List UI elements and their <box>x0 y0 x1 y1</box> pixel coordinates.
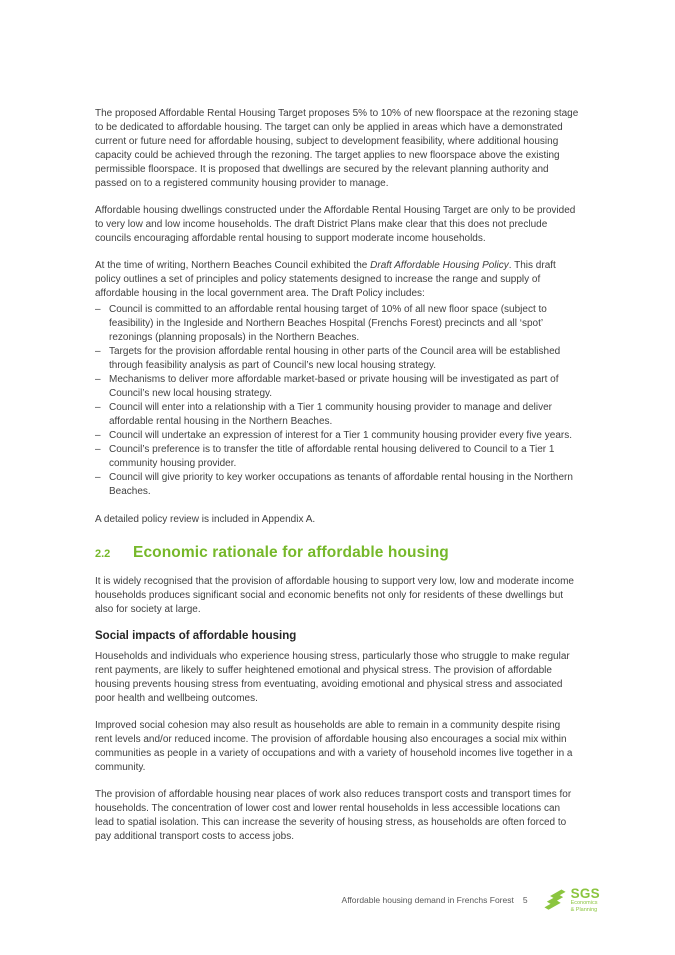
dash-bullet: – <box>95 374 101 385</box>
list-item-text: Council will give priority to key worker occupations as tenants of affordable rental housing in the Northern Beaches. <box>109 472 573 497</box>
paragraph-rental-housing-target: The proposed Affordable Rental Housing Target proposes 5% to 10% of new floorspace at the rezoning stage to be dedicated to affordable housing. The target can only be applied in areas which have a demonstrated current or future need for affordable housing, subject to development feasibility, where additional housing capacity could be achieved through the rezoning. The target applies to new floorspace above the existing permissible floorspace. It is proposed that dwellings are secured by the relevant planning authority and passed on to a registered community housing provider to manage. <box>95 108 579 189</box>
paragraph-economic-intro: It is widely recognised that the provision of affordable housing to support very low, low and moderate income households produces significant social and economic benefits not only for residents of these dwellings but also for society at large. <box>95 576 574 615</box>
footer-report-title: Affordable housing demand in Frenchs Forest <box>341 895 514 905</box>
paragraph-draft-policy <box>95 259 580 301</box>
page-content <box>95 107 580 857</box>
footer-page-number: 5 <box>522 895 528 905</box>
list-item <box>95 443 580 471</box>
list-item <box>95 303 580 345</box>
dash-bullet: – <box>95 402 101 413</box>
dash-bullet: – <box>95 472 101 483</box>
dash-bullet: – <box>95 304 101 315</box>
sgs-logo-tagline-line1: Economics <box>570 900 598 907</box>
policy-bullet-list <box>95 303 580 499</box>
dash-bullet: – <box>95 444 101 455</box>
list-item <box>95 429 580 443</box>
section-heading-2-2 <box>95 544 580 562</box>
subheading-social-impacts: Social impacts of affordable housing <box>95 630 297 642</box>
section-number: 2.2 <box>95 548 111 560</box>
list-item-text: Council’s preference is to transfer the title of affordable rental housing delivered to Council to a Tier 1 community housing provider. <box>109 444 555 469</box>
paragraph-appendix-note: A detailed policy review is included in Appendix A. <box>95 514 316 525</box>
list-item-text: Council will enter into a relationship with a Tier 1 community housing provider to manage and deliver affordable rental housing in the Northern Beaches. <box>109 402 553 427</box>
paragraph-draft-policy-after: . This draft policy outlines a set of principles and policy statements designed to increase the range and supply of affordable housing in the local government area. The Draft Policy includes: <box>95 260 556 299</box>
draft-policy-title-italic: Draft Affordable Housing Policy <box>370 260 509 271</box>
list-item-text: Council is committed to an affordable rental housing target of 10% of all new floor space (subject to feasibility) in the Ingleside and Northern Beaches Hospital (Frenchs Forest) precincts and all ‘spot’ rezonings (planning proposals) in the Northern Beaches. <box>109 304 547 343</box>
paragraph-social-cohesion: Improved social cohesion may also result as households are able to remain in a community despite rising rent levels and/or reduced income. The provision of affordable housing also encourages a social mix within communities as people in a variety of occupations and with a variety of household incomes live together in a community. <box>95 720 573 773</box>
sgs-logo <box>542 886 600 914</box>
list-item-text: Targets for the provision affordable rental housing in other parts of the Council area will be established through feasibility analysis as part of Council’s new local housing strategy. <box>109 346 561 371</box>
paragraph-draft-policy-before: At the time of writing, Northern Beaches Council exhibited the <box>95 260 371 271</box>
page-footer <box>342 886 600 914</box>
sgs-logo-text <box>571 887 600 914</box>
list-item-text: Council will undertake an expression of interest for a Tier 1 community housing provider every five years. <box>109 430 572 441</box>
sgs-logo-name: SGS <box>570 885 600 901</box>
list-item <box>95 471 580 499</box>
sgs-logo-icon <box>542 886 568 914</box>
dash-bullet: – <box>95 430 101 441</box>
list-item-text: Mechanisms to deliver more affordable market-based or private housing will be investigated as part of Council’s new local housing strategy. <box>109 374 559 399</box>
paragraph-dwellings-households: Affordable housing dwellings constructed under the Affordable Rental Housing Target are only to be provided to very low and low income households. The draft District Plans make clear that this does not preclude councils encouraging affordable rental housing to support moderate income households. <box>95 205 576 244</box>
list-item <box>95 401 580 429</box>
sgs-logo-tagline-line2: & Planning <box>570 906 598 913</box>
list-item <box>95 345 580 373</box>
dash-bullet: – <box>95 346 101 357</box>
paragraph-housing-stress: Households and individuals who experience housing stress, particularly those who struggle to make regular rent payments, are likely to suffer heightened emotional and physical stress. The provision of affordable housing prevents housing stress from eventuating, avoiding emotional and physical stress and associated poor health and wellbeing outcomes. <box>95 651 570 704</box>
paragraph-transport-costs: The provision of affordable housing near places of work also reduces transport costs and transport times for households. The concentration of lower cost and lower rental households in less accessible locations can lead to spatial isolation. This can increase the severity of housing stress, as households are often forced to pay additional transport costs to access jobs. <box>95 789 572 842</box>
list-item <box>95 373 580 401</box>
section-title: Economic rationale for affordable housing <box>133 544 449 561</box>
